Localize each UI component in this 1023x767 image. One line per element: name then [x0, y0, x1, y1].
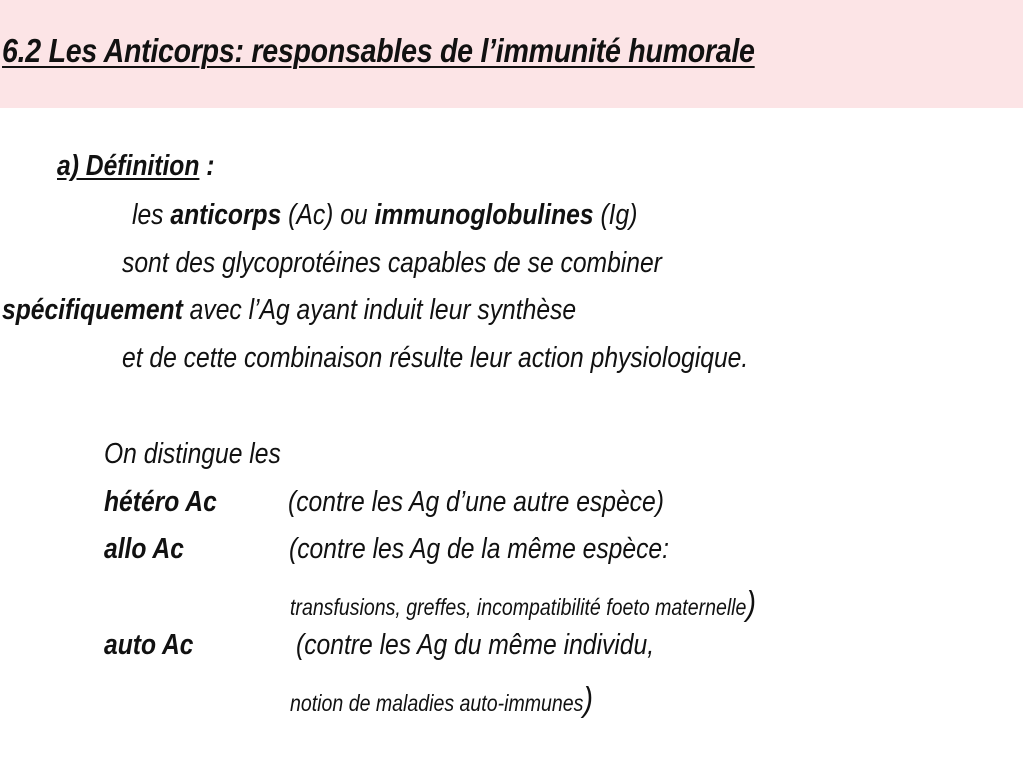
- definition-line-4: et de cette combinaison résulte leur action physiologique.: [122, 342, 749, 374]
- auto-desc: (contre les Ag du même individu,: [296, 629, 655, 661]
- text-avec-ag: avec l’Ag ayant induit leur synthèse: [182, 294, 577, 326]
- allo-term-line: [104, 533, 184, 566]
- slide-title: 6.2 Les Anticorps: responsables de l’immunité humorale: [2, 32, 755, 69]
- auto-note: notion de maladies auto-immunes: [290, 690, 584, 716]
- hetero-desc: (contre les Ag d’une autre espèce): [288, 486, 664, 518]
- term-immunoglobulines: immunoglobulines: [374, 199, 594, 231]
- hetero-term-line: [104, 486, 217, 519]
- text-ac-ou: (Ac) ou: [281, 199, 375, 231]
- definition-heading-line: [57, 150, 214, 183]
- definition-heading: a) Définition: [57, 150, 200, 182]
- auto-close-paren: ): [583, 681, 594, 719]
- allo-desc: (contre les Ag de la même espèce:: [289, 533, 669, 565]
- definition-colon: :: [199, 150, 215, 182]
- types-intro: On distingue les: [104, 438, 281, 470]
- allo-note: transfusions, greffes, incompatibilité foeto maternelle: [290, 594, 747, 620]
- allo-term: allo Ac: [104, 533, 184, 565]
- definition-line-3: [2, 294, 576, 327]
- auto-term-line: [104, 629, 193, 662]
- auto-note-line: [290, 681, 593, 720]
- auto-term: auto Ac: [104, 629, 194, 661]
- definition-line-2: sont des glycoprotéines capables de se combiner: [122, 247, 662, 279]
- term-anticorps: anticorps: [170, 199, 282, 231]
- hetero-term: hétéro Ac: [104, 486, 217, 518]
- allo-close-paren: ): [746, 585, 757, 623]
- term-specifiquement: spécifiquement: [2, 294, 183, 326]
- allo-note-line: [290, 585, 756, 624]
- text-ig: (Ig): [593, 199, 638, 231]
- text-les: les: [132, 199, 171, 231]
- definition-line-1: [132, 199, 637, 232]
